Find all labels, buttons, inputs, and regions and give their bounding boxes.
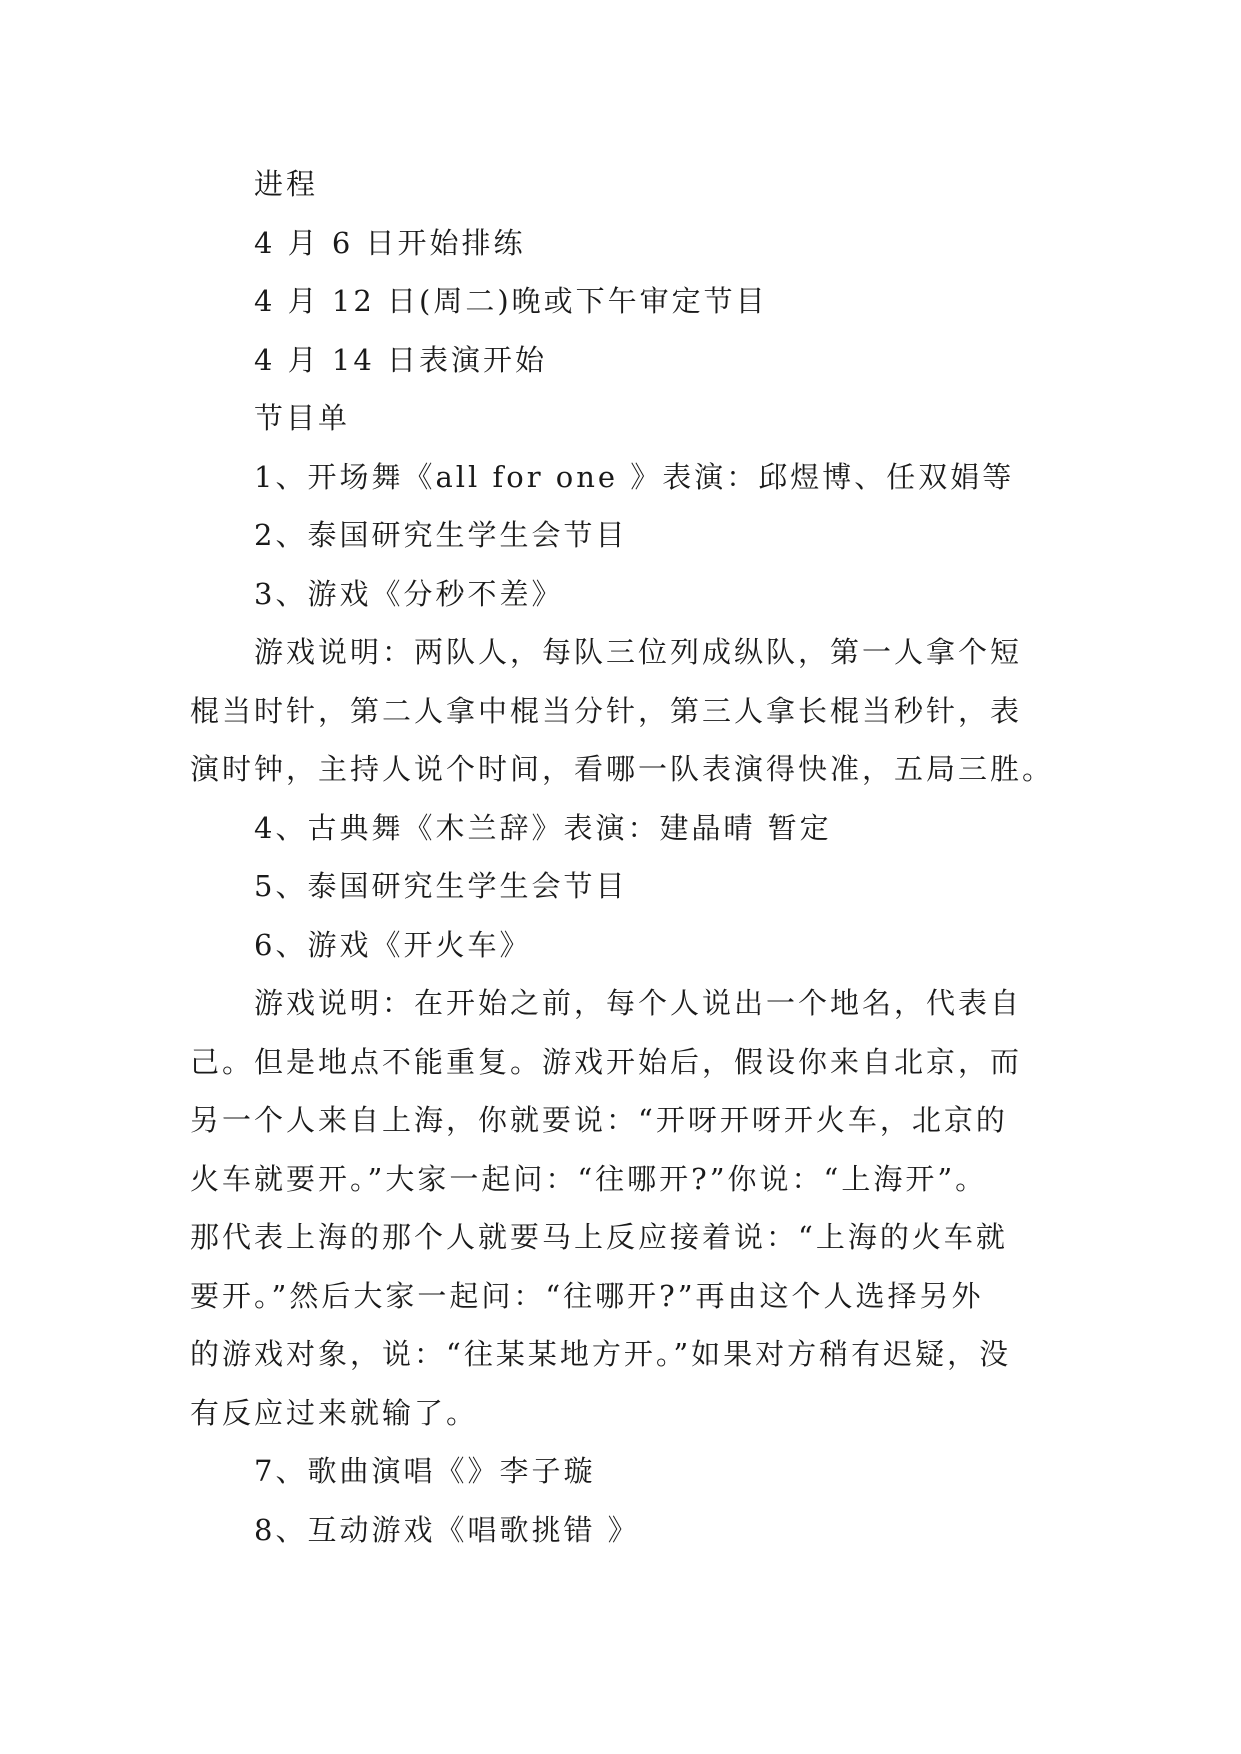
program-item: 4、古典舞《木兰辞》表演：建晶晴 暂定 <box>254 810 832 845</box>
schedule-item: 4 月 6 日开始排练 <box>254 225 526 260</box>
schedule-item: 4 月 12 日(周二)晚或下午审定节目 <box>254 284 768 318</box>
game-description-line: 有反应过来就输了。 <box>190 1395 479 1430</box>
game-description-line: 要开。”然后大家一起问：“往哪开?”再由这个人选择另外 <box>190 1278 984 1313</box>
game-description-line: 演时钟，主持人说个时间，看哪一队表演得快准，五局三胜。 <box>190 752 1055 786</box>
heading-progress: 进程 <box>254 167 319 201</box>
program-item: 1、开场舞《all for one 》表演：邱煜博、任双娟等 <box>254 459 1015 494</box>
program-item: 7、歌曲演唱《》李子璇 <box>254 1454 596 1488</box>
heading-program: 节目单 <box>254 401 351 435</box>
schedule-item: 4 月 14 日表演开始 <box>254 342 548 377</box>
game-description-line: 游戏说明：在开始之前，每个人说出一个地名，代表自 <box>254 986 1023 1020</box>
game-description-line: 火车就要开。”大家一起问：“往哪开?”你说：“上海开”。 <box>190 1161 988 1196</box>
program-item: 8、互动游戏《唱歌挑错 》 <box>254 1512 640 1547</box>
game-description-line: 的游戏对象，说：“往某某地方开。”如果对方稍有迟疑，没 <box>190 1337 1012 1371</box>
game-description-line: 那代表上海的那个人就要马上反应接着说：“上海的火车就 <box>190 1220 1008 1254</box>
game-description-line: 另一个人来自上海，你就要说：“开呀开呀开火车，北京的 <box>190 1103 1008 1137</box>
game-description-line: 己。但是地点不能重复。游戏开始后，假设你来自北京，而 <box>190 1044 1023 1079</box>
program-item: 3、游戏《分秒不差》 <box>254 576 564 611</box>
program-item: 5、泰国研究生学生会节目 <box>254 869 628 903</box>
program-item: 2、泰国研究生学生会节目 <box>254 518 628 552</box>
program-item: 6、游戏《开火车》 <box>254 927 532 962</box>
document-body <box>190 155 1055 1559</box>
game-description-line: 游戏说明：两队人，每队三位列成纵队，第一人拿个短 <box>254 635 1023 669</box>
game-description-line: 棍当时针，第二人拿中棍当分针，第三人拿长棍当秒针，表 <box>190 693 1023 728</box>
